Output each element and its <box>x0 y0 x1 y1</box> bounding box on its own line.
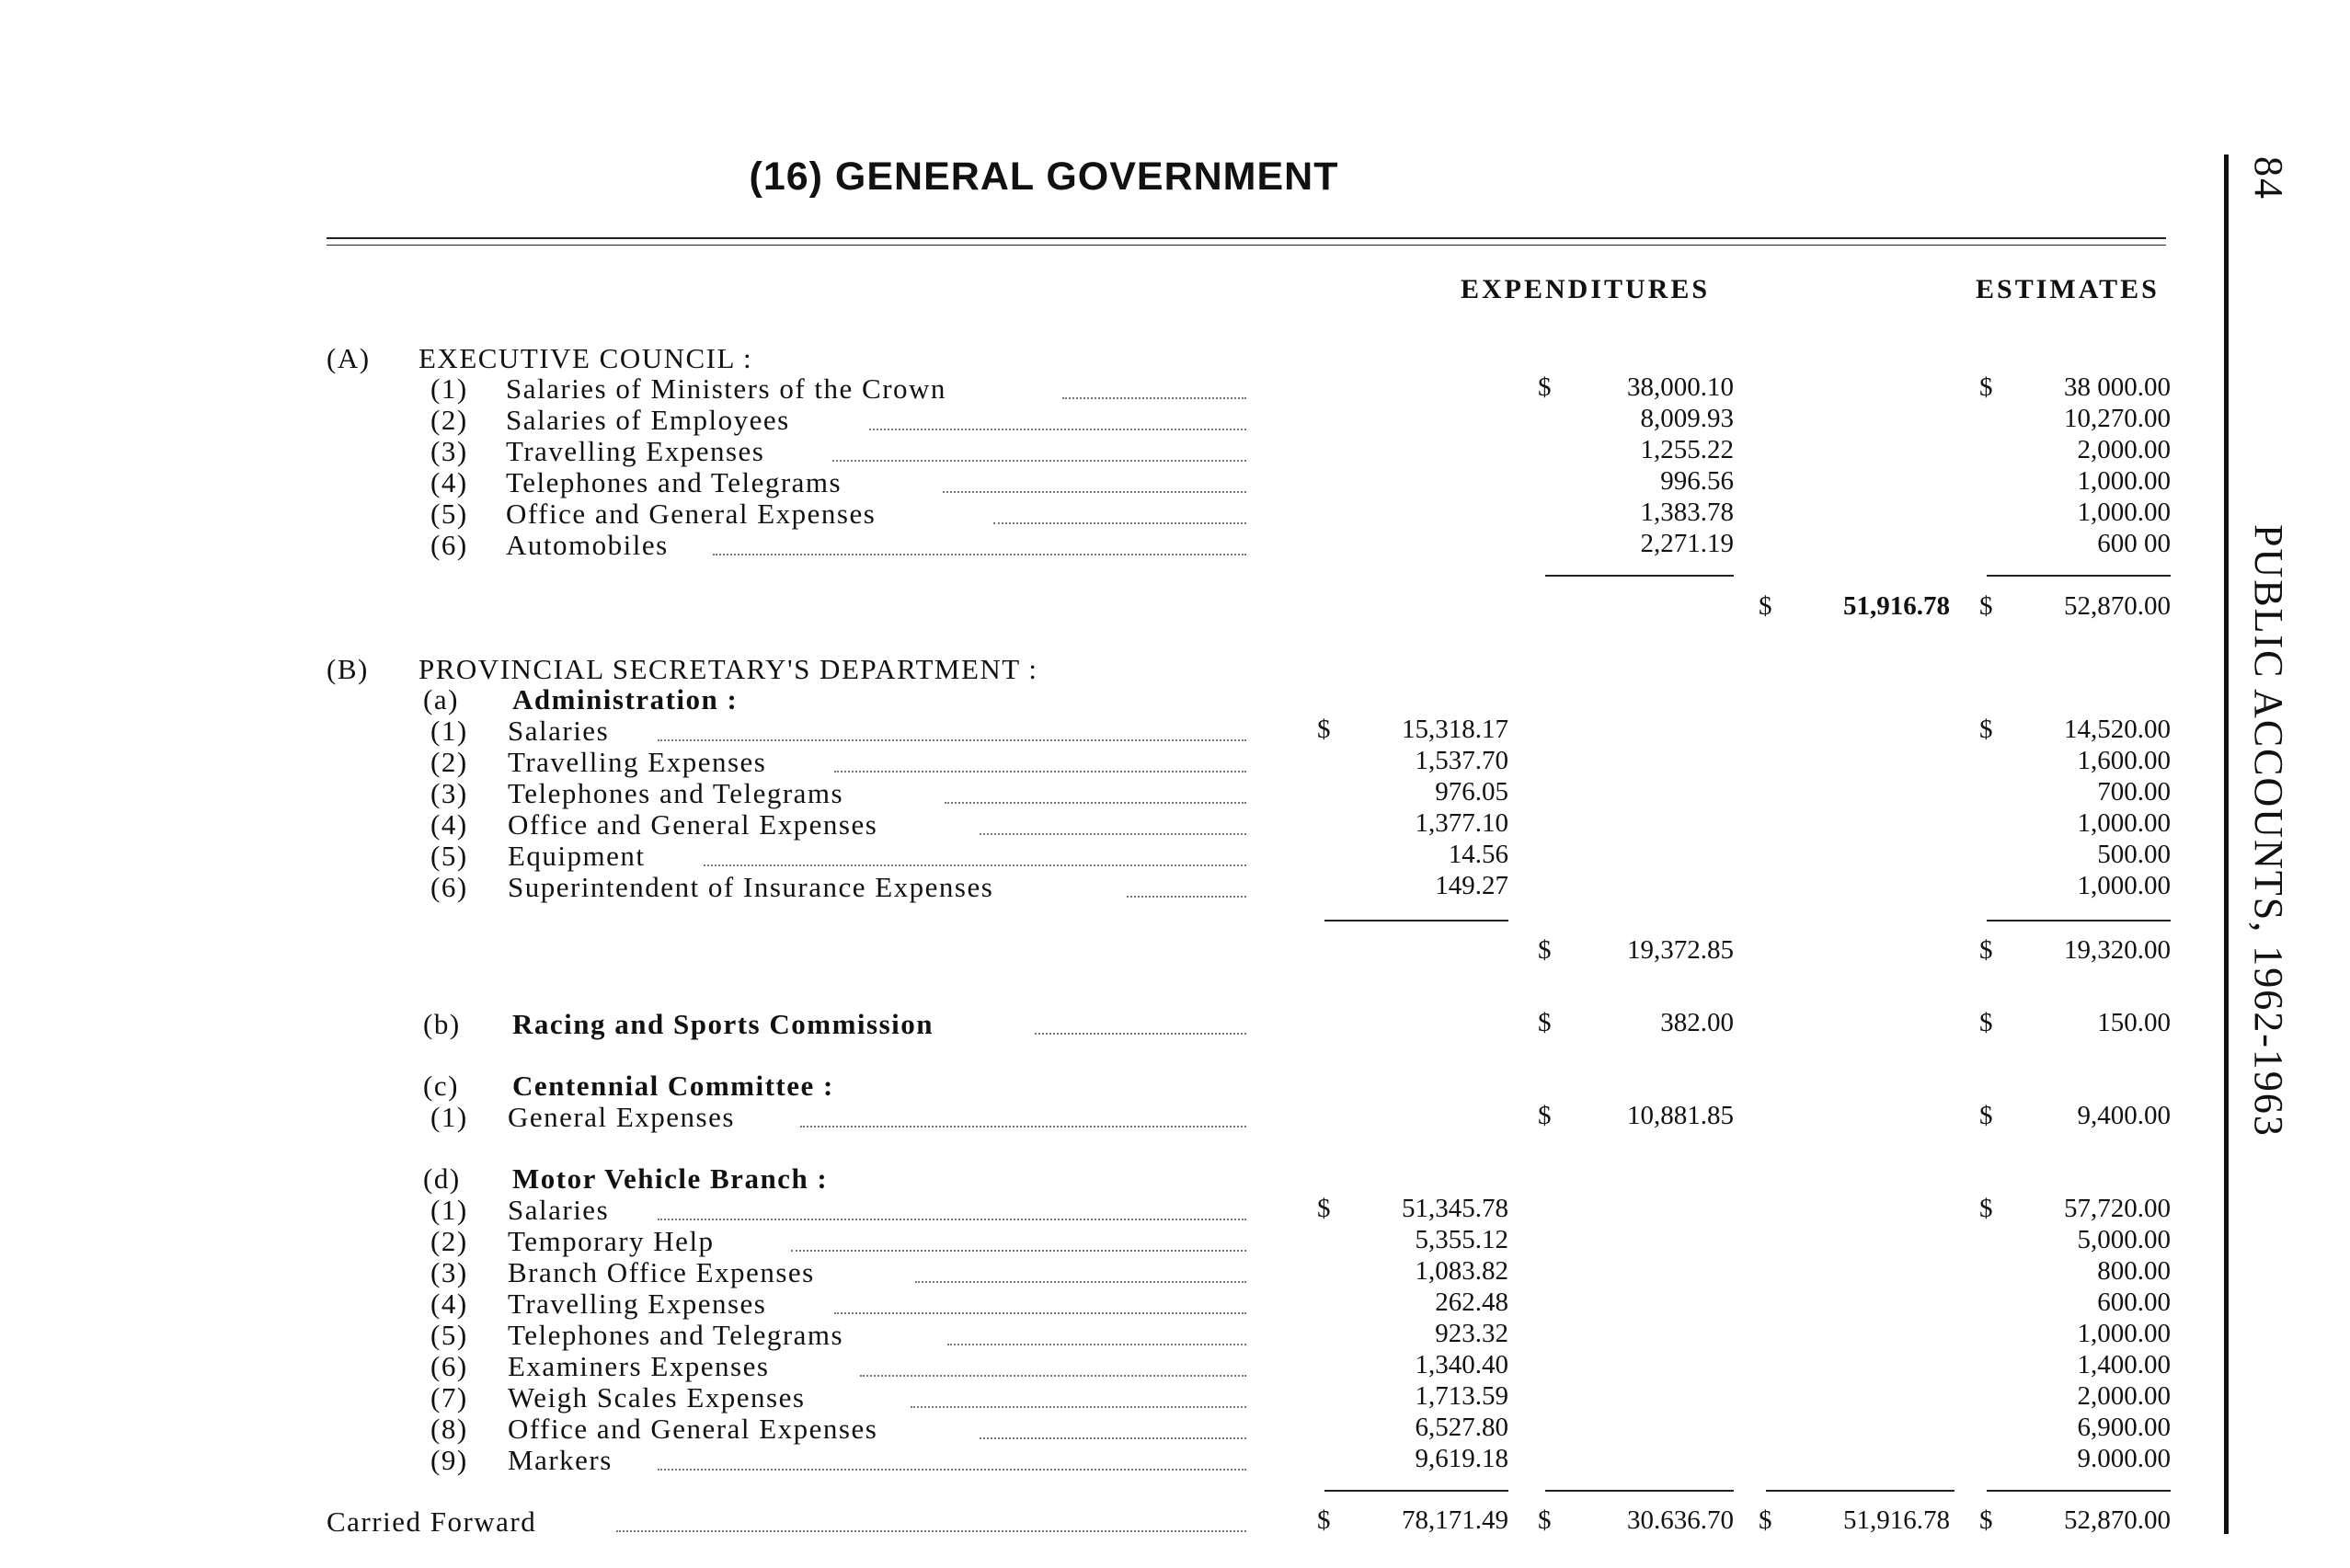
estimate-value: 1,000.00 <box>2077 498 2171 527</box>
section-b-marker: (B) <box>327 653 369 685</box>
running-head: PUBLIC ACCOUNTS, 1962-1963 <box>2246 524 2291 1138</box>
subsection-d-marker: (d) <box>423 1162 461 1195</box>
leader-dots <box>1062 397 1246 399</box>
leader-dots <box>704 864 1246 866</box>
dollar-sign: $ <box>1317 715 1331 744</box>
dollar-sign: $ <box>1317 1194 1331 1223</box>
dollar-sign: $ <box>1979 1101 1993 1130</box>
row-label: Telephones and Telegrams <box>508 1319 844 1351</box>
row-number: (1) <box>430 372 468 405</box>
leader-dots <box>947 1344 1246 1345</box>
item-value: 976.05 <box>1435 777 1508 807</box>
leader-dots <box>616 1530 1246 1532</box>
leader-dots <box>980 833 1246 835</box>
row-label: Office and General Expenses <box>508 1413 878 1445</box>
item-value: 923.32 <box>1435 1319 1508 1348</box>
row-label: Equipment <box>508 840 646 872</box>
total-rule <box>1987 1490 2171 1492</box>
expenditure-value: 1,383.78 <box>1640 498 1734 527</box>
carried-forward-estimates: 52,870.00 <box>2064 1505 2171 1535</box>
leader-dots <box>945 802 1246 804</box>
centennial-expenditure: 10,881.85 <box>1627 1101 1734 1130</box>
leader-dots <box>658 739 1246 741</box>
row-label: Salaries <box>508 715 610 747</box>
row-label: Salaries of Ministers of the Crown <box>506 372 946 405</box>
dollar-sign: $ <box>1759 1505 1772 1535</box>
row-label: Markers <box>508 1444 613 1476</box>
row-label: Salaries of Employees <box>506 404 790 436</box>
item-value: 1,377.10 <box>1415 808 1508 838</box>
page-number: 84 <box>2246 156 2291 200</box>
row-number: (2) <box>430 1225 468 1257</box>
row-label: Examiners Expenses <box>508 1350 770 1382</box>
leader-dots <box>860 1375 1246 1377</box>
dollar-sign: $ <box>1979 1008 1993 1037</box>
estimate-value: 600 00 <box>2097 529 2171 558</box>
row-label: Travelling Expenses <box>506 435 765 467</box>
row-label: Temporary Help <box>508 1225 715 1257</box>
subsection-b-title: Racing and Sports Commission <box>512 1008 934 1040</box>
row-label: Telephones and Telegrams <box>506 466 843 498</box>
dollar-sign: $ <box>1538 372 1552 402</box>
row-number: (2) <box>430 404 468 436</box>
dollar-sign: $ <box>1979 935 1993 965</box>
total-rule <box>1324 1490 1508 1492</box>
row-label: Travelling Expenses <box>508 1288 767 1320</box>
estimate-value: 10,270.00 <box>2064 404 2171 433</box>
leader-dots <box>1127 896 1246 898</box>
row-label: Office and General Expenses <box>506 498 877 530</box>
leader-dots <box>658 1469 1246 1471</box>
estimate-value: 2,000.00 <box>2077 1381 2171 1411</box>
row-label: Branch Office Expenses <box>508 1256 815 1288</box>
estimate-value: 1,000.00 <box>2077 808 2171 838</box>
estimate-value: 500.00 <box>2097 840 2171 869</box>
leader-dots <box>791 1250 1246 1252</box>
row-number: (4) <box>430 808 468 841</box>
racing-commission-expenditure: 382.00 <box>1660 1008 1734 1037</box>
estimate-value: 1,000.00 <box>2077 1319 2171 1348</box>
row-label: General Expenses <box>508 1101 735 1133</box>
row-number: (1) <box>430 715 468 747</box>
subsection-c-title: Centennial Committee : <box>512 1070 834 1102</box>
leader-dots <box>713 554 1246 555</box>
item-value: 1,340.40 <box>1415 1350 1508 1379</box>
carried-forward-items: 78,171.49 <box>1402 1505 1508 1535</box>
total-rule <box>1545 1490 1734 1492</box>
centennial-estimate: 9,400.00 <box>2077 1101 2171 1130</box>
item-value: 1,713.59 <box>1415 1381 1508 1411</box>
row-number: (7) <box>430 1381 468 1413</box>
administration-total-expenditure: 19,372.85 <box>1627 935 1734 965</box>
leader-dots <box>980 1437 1246 1439</box>
estimate-value: 800.00 <box>2097 1256 2171 1286</box>
dollar-sign: $ <box>1979 1194 1993 1223</box>
item-value: 14.56 <box>1448 840 1508 869</box>
leader-dots <box>993 522 1246 524</box>
estimate-value: 1,400.00 <box>2077 1350 2171 1379</box>
margin-rule <box>2224 155 2229 1534</box>
row-number: (3) <box>430 435 468 467</box>
dollar-sign: $ <box>1538 935 1552 965</box>
row-number: (3) <box>430 777 468 809</box>
row-number: (2) <box>430 746 468 778</box>
administration-total-estimate: 19,320.00 <box>2064 935 2171 965</box>
dollar-sign: $ <box>1979 372 1993 402</box>
expenditure-value: 996.56 <box>1660 466 1734 496</box>
item-value: 9,619.18 <box>1415 1444 1508 1473</box>
subsection-d-title: Motor Vehicle Branch : <box>512 1162 829 1195</box>
title-rule-top <box>327 237 2166 239</box>
leader-dots <box>1035 1033 1246 1035</box>
item-value: 6,527.80 <box>1415 1413 1508 1442</box>
dollar-sign: $ <box>1759 591 1772 621</box>
dollar-sign: $ <box>1317 1505 1331 1535</box>
dollar-sign: $ <box>1538 1008 1552 1037</box>
row-number: (6) <box>430 871 468 903</box>
estimate-value: 38 000.00 <box>2064 372 2171 402</box>
row-number: (5) <box>430 498 468 530</box>
row-number: (6) <box>430 529 468 561</box>
estimate-value: 700.00 <box>2097 777 2171 807</box>
estimate-value: 6,900.00 <box>2077 1413 2171 1442</box>
row-label: Automobiles <box>506 529 669 561</box>
carried-forward-subtotals: 30.636.70 <box>1627 1505 1734 1535</box>
subsection-b-marker: (b) <box>423 1008 461 1040</box>
row-number: (9) <box>430 1444 468 1476</box>
estimates-header: ESTIMATES <box>1976 274 2160 304</box>
dollar-sign: $ <box>1979 1505 1993 1535</box>
leader-dots <box>915 1281 1246 1283</box>
estimate-value: 1,600.00 <box>2077 746 2171 775</box>
estimate-value: 1,000.00 <box>2077 466 2171 496</box>
total-rule <box>1766 1490 1955 1492</box>
section-a-title: EXECUTIVE COUNCIL : <box>418 342 753 374</box>
carried-forward-totals: 51,916.78 <box>1843 1505 1950 1535</box>
dollar-sign: $ <box>1538 1505 1552 1535</box>
subtotal-rule <box>1987 575 2171 577</box>
expenditure-value: 38,000.10 <box>1627 372 1734 402</box>
estimate-value: 5,000.00 <box>2077 1225 2171 1254</box>
subsection-a-title: Administration : <box>512 683 739 715</box>
row-number: (1) <box>430 1101 468 1133</box>
estimate-value: 14,520.00 <box>2064 715 2171 744</box>
row-label: Superintendent of Insurance Expenses <box>508 871 994 903</box>
row-number: (5) <box>430 840 468 872</box>
leader-dots <box>834 1312 1246 1314</box>
dollar-sign: $ <box>1538 1101 1552 1130</box>
row-label: Telephones and Telegrams <box>508 777 844 809</box>
row-label: Weigh Scales Expenses <box>508 1381 806 1413</box>
subtotal-rule <box>1324 920 1508 921</box>
subtotal-rule <box>1987 920 2171 921</box>
item-value: 1,083.82 <box>1415 1256 1508 1286</box>
page-title: (16) GENERAL GOVERNMENT <box>749 155 1339 199</box>
subtotal-rule <box>1545 575 1734 577</box>
row-number: (5) <box>430 1319 468 1351</box>
title-rule-bottom <box>327 245 2166 246</box>
leader-dots <box>800 1126 1246 1127</box>
row-label: Travelling Expenses <box>508 746 767 778</box>
row-number: (6) <box>430 1350 468 1382</box>
row-label: Office and General Expenses <box>508 808 878 841</box>
section-a-total-expenditure: 51,916.78 <box>1843 591 1950 621</box>
item-value: 1,537.70 <box>1415 746 1508 775</box>
leader-dots <box>834 771 1246 773</box>
row-number: (8) <box>430 1413 468 1445</box>
section-a-marker: (A) <box>327 342 371 374</box>
section-b-title: PROVINCIAL SECRETARY'S DEPARTMENT : <box>418 653 1038 685</box>
expenditure-value: 1,255.22 <box>1640 435 1734 464</box>
estimate-value: 9.000.00 <box>2077 1444 2171 1473</box>
row-number: (4) <box>430 466 468 498</box>
item-value: 262.48 <box>1435 1288 1508 1317</box>
expenditure-value: 8,009.93 <box>1640 404 1734 433</box>
row-number: (1) <box>430 1194 468 1226</box>
subsection-a-marker: (a) <box>423 683 459 715</box>
racing-commission-estimate: 150.00 <box>2097 1008 2171 1037</box>
carried-forward-label: Carried Forward <box>327 1505 537 1538</box>
subsection-c-marker: (c) <box>423 1070 459 1102</box>
estimate-value: 2,000.00 <box>2077 435 2171 464</box>
estimate-value: 1,000.00 <box>2077 871 2171 900</box>
section-a-total-estimate: 52,870.00 <box>2064 591 2171 621</box>
row-number: (4) <box>430 1288 468 1320</box>
item-value: 15,318.17 <box>1402 715 1508 744</box>
leader-dots <box>911 1406 1246 1408</box>
leader-dots <box>943 491 1246 493</box>
dollar-sign: $ <box>1979 591 1993 621</box>
expenditures-header: EXPENDITURES <box>1461 274 1711 304</box>
estimate-value: 600.00 <box>2097 1288 2171 1317</box>
expenditure-value: 2,271.19 <box>1640 529 1734 558</box>
leader-dots <box>658 1219 1246 1220</box>
item-value: 149.27 <box>1435 871 1508 900</box>
item-value: 5,355.12 <box>1415 1225 1508 1254</box>
dollar-sign: $ <box>1979 715 1993 744</box>
leader-dots <box>832 460 1246 462</box>
item-value: 51,345.78 <box>1402 1194 1508 1223</box>
row-label: Salaries <box>508 1194 610 1226</box>
estimate-value: 57,720.00 <box>2064 1194 2171 1223</box>
row-number: (3) <box>430 1256 468 1288</box>
leader-dots <box>869 429 1246 430</box>
